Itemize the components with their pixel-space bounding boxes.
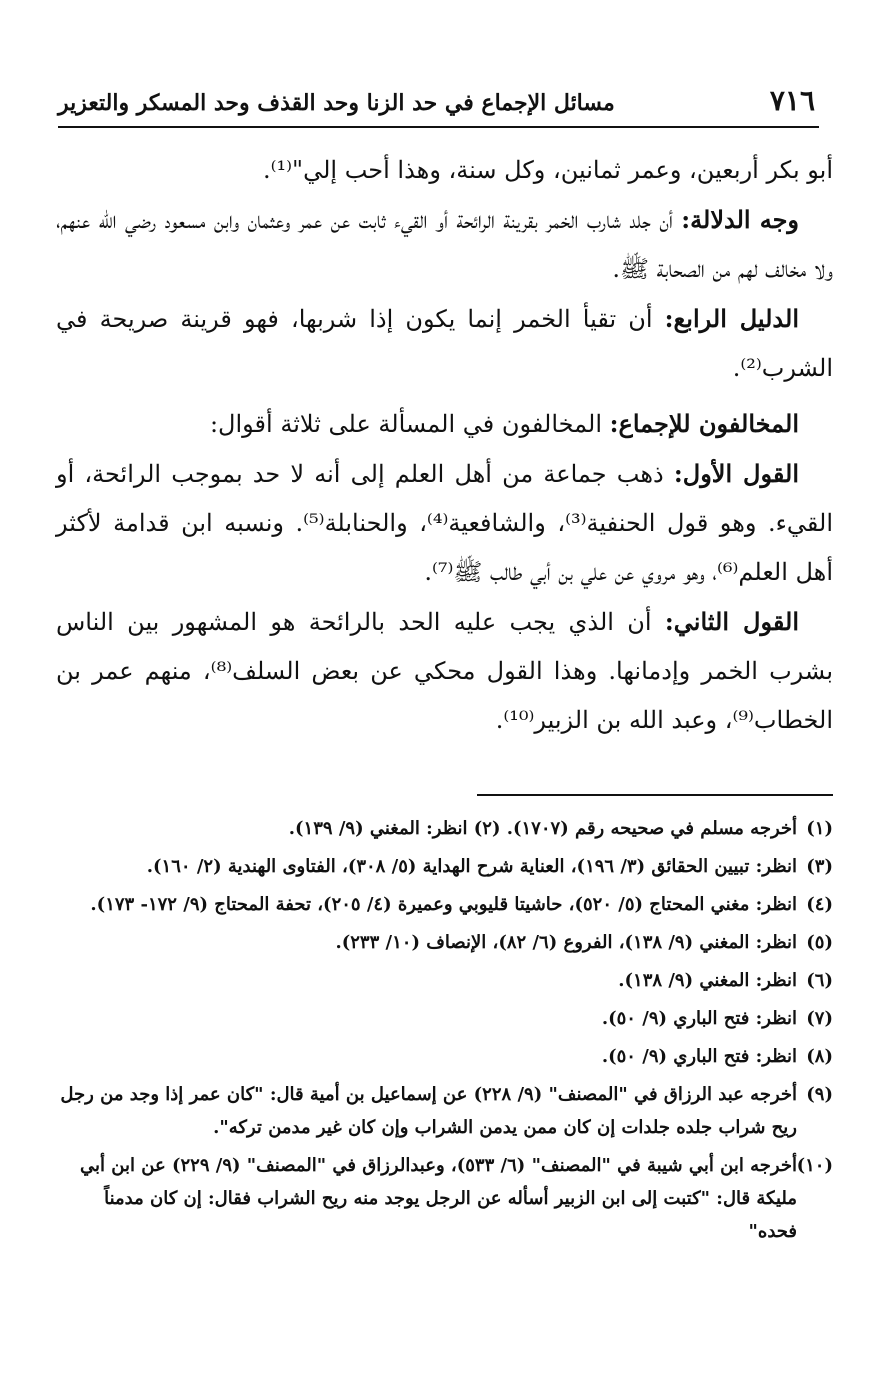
footnote — [56, 888, 833, 921]
main-text — [56, 146, 833, 745]
paragraph-dissenters — [56, 399, 833, 449]
footnote-number: (٩) — [806, 1084, 833, 1105]
running-title: مسائل الإجماع في حد الزنا وحد القذف وحد المسكر والتعزير — [58, 90, 615, 116]
footnote — [56, 1253, 833, 1286]
paragraph-text: ذهب جماعة من أهل العلم إلى أنه لا حد بموجب الرائحة، أو القيء. وهو قول الحنفية⁽³⁾، والشافعية⁽⁴⁾، والحنابلة⁽⁵⁾. ونسبه ابن قدامة لأكثر أهل العلم⁽⁶⁾، وهو مروي عن علي بن أبي طالب ﷺ⁽⁷⁾. — [56, 460, 833, 586]
paragraph-first-opinion — [56, 449, 833, 597]
footnote — [56, 1002, 833, 1035]
footnote-text: أخرجه ابن أبي شيبة في "المصنف" (٦/ ٥٣٣)، وعبدالرزاق في "المصنف" (٩/ ٢٢٩) عن ابن أبي مليكة قال: "كتبت إلى ابن الزبير أسأله عن الرجل يوجد منه ريح الشراب فقال: إن كان مدمناً فحده" — [79, 1155, 797, 1242]
paragraph-heading: القول الأول: — [673, 459, 799, 488]
footnote-number: (٤) — [806, 894, 833, 915]
paragraph-text: المخالفون في المسألة على ثلاثة أقوال: — [209, 410, 610, 438]
footnote-text: انظر: تبيين الحقائق (٣/ ١٩٦)، العناية شرح الهداية (٥/ ٣٠٨)، الفتاوى الهندية (٢/ ١٦٠). — [146, 856, 797, 877]
paragraph-evidence — [56, 195, 833, 294]
footnote-text: انظر: المغني (٩/ ١٣٨). — [618, 970, 797, 991]
footnote — [56, 850, 833, 883]
page-number: ٧١٦ — [769, 84, 815, 117]
footnote — [56, 812, 833, 845]
footnote-text: انظر: المغني (٩/ ١٣٨)، الفروع (٦/ ٨٢)، الإنصاف (١٠/ ٢٣٣). — [335, 932, 797, 953]
footnote — [56, 1040, 833, 1073]
footnote-number: (١) — [806, 818, 833, 839]
paragraph-heading: القول الثاني: — [664, 607, 800, 636]
paragraph-heading: وجه الدلالة: — [681, 205, 800, 234]
paragraph-1: أبو بكر أربعين، وعمر ثمانين، وكل سنة، وهذا أحب إلي"⁽¹⁾. — [263, 156, 833, 184]
footnote-text: انظر: فتح الباري (٩/ ٥٠). — [601, 1046, 797, 1067]
footnote-number: (٧) — [806, 1008, 833, 1029]
paragraph-text: أن جلد شارب الخمر بقرينة الرائحة أو القيء ثابت عن عمر وعثمان وابن مسعود رضي الله عنهم، ولا مخالف لهم من الصحابة ﷺ. — [56, 206, 833, 283]
footnotes — [56, 812, 833, 1291]
footnote-separator — [477, 794, 833, 796]
footnote — [56, 1149, 833, 1248]
footnote-number: (٦) — [806, 970, 833, 991]
footnote — [56, 926, 833, 959]
paragraph-heading: المخالفون للإجماع: — [609, 409, 799, 438]
paragraph-text: أن تقيأ الخمر إنما يكون إذا شربها، فهو قرينة صريحة في الشرب⁽²⁾. — [56, 305, 833, 382]
footnote-text: أخرجه مسلم في صحيحه رقم (١٧٠٧). (٢) انظر: المغني (٩/ ١٣٩). — [288, 818, 797, 839]
paragraph-fourth-proof — [56, 294, 833, 393]
page-header — [58, 80, 819, 128]
footnote-number: (١٠) — [796, 1155, 833, 1176]
footnote — [56, 1078, 833, 1144]
footnote-text: أخرجه عبد الرزاق في "المصنف" (٩/ ٢٢٨) عن إسماعيل بن أمية قال: "كان عمر إذا وجد من رجل ريح شراب جلده جلدات إن كان ممن يدمن الشراب وإن كان غير مدمن تركه". — [60, 1084, 797, 1138]
footnote-number: (٥) — [806, 932, 833, 953]
footnote-number: (٨) — [806, 1046, 833, 1067]
footnote-text: انظر: فتح الباري (٩/ ٥٠). — [601, 1008, 797, 1029]
paragraph-heading: الدليل الرابع: — [664, 304, 799, 333]
footnote — [56, 964, 833, 997]
paragraph-text: أن الذي يجب عليه الحد بالرائحة هو المشهور بين الناس بشرب الخمر وإدمانها. وهذا القول محكي عن بعض السلف⁽⁸⁾، منهم عمر بن الخطاب⁽⁹⁾، وعبد الله بن الزبير⁽¹⁰⁾. — [56, 608, 834, 734]
footnote-text: انظر: مغني المحتاج (٥/ ٥٢٠)، حاشيتا قليوبي وعميرة (٤/ ٢٠٥)، تحفة المحتاج (٩/ ١٧٢- ١٧٣). — [90, 894, 797, 915]
footnote-number: (٣) — [806, 856, 833, 877]
paragraph-second-opinion — [56, 597, 833, 745]
